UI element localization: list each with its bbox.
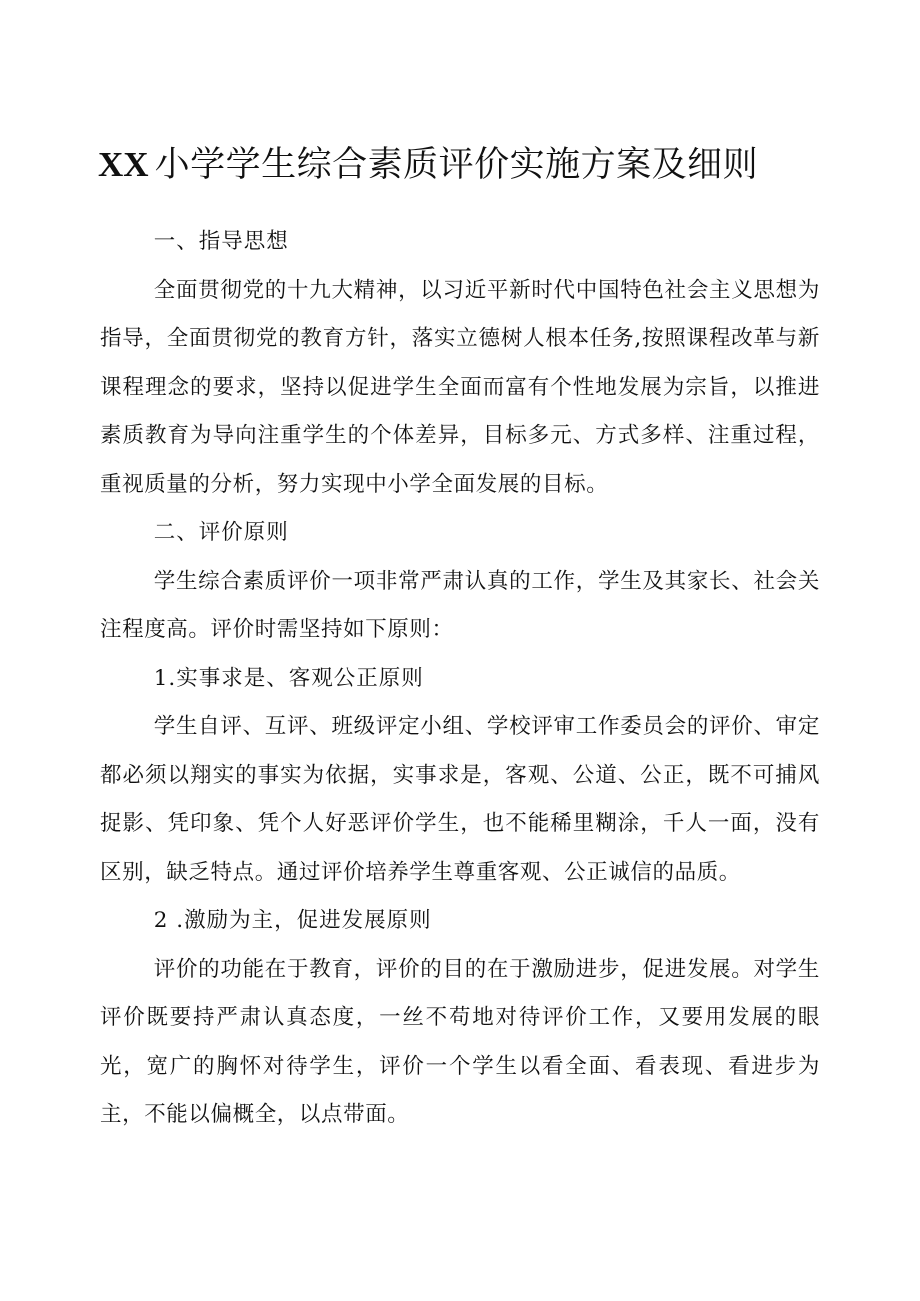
paragraph-objective-fair-principle: 学生自评、互评、班级评定小组、学校评审工作委员会的评价、审定都必须以翔实的事实为依据，实事求是，客观、公道、公正，既不可捕风捉影、凭印象、凭个人好恶评价学生，也不能稀里糊涂，千人一面，没有区别，缺乏特点。通过评价培养学生尊重客观、公正诚信的品质。 xyxy=(100,714,820,885)
section-heading-evaluation-principles: 二、评价原则 xyxy=(153,520,289,545)
document-title-prefix: XX xyxy=(98,145,149,184)
paragraph-guiding-ideology: 全面贯彻党的十九大精神，以习近平新时代中国特色社会主义思想为指导，全面贯彻党的教育方针，落实立德树人根本任务,按照课程改革与新课程理念的要求，坚持以促进学生全面而富有个性地发展为宗旨，以推进素质教育为导向注重学生的个体差异，目标多元、方式多样、注重过程，重视质量的分析，努力实现中小学全面发展的目标。 xyxy=(100,277,820,497)
subheading-objective-fair-principle: 1.实事求是、客观公正原则 xyxy=(153,665,424,691)
document-title xyxy=(98,142,858,188)
subheading-encouragement-principle: 2 .激励为主，促进发展原则 xyxy=(153,908,432,933)
section-heading-guiding-ideology: 一、指导思想 xyxy=(153,229,289,254)
paragraph-evaluation-intro: 学生综合素质评价一项非常严肃认真的工作，学生及其家长、社会关注程度高。评价时需坚持如下原则： xyxy=(100,568,820,642)
paragraph-encouragement-principle: 评价的功能在于教育，评价的目的在于激励进步，促进发展。对学生评价既要持严肃认真态度，一丝不苟地对待评价工作，又要用发展的眼光，宽广的胸怀对待学生，评价一个学生以看全面、看表现、看进步为主，不能以偏概全，以点带面。 xyxy=(100,956,820,1127)
document-title-text: 小学学生综合素质评价实施方案及细则 xyxy=(154,145,759,185)
document-body xyxy=(100,218,820,1140)
